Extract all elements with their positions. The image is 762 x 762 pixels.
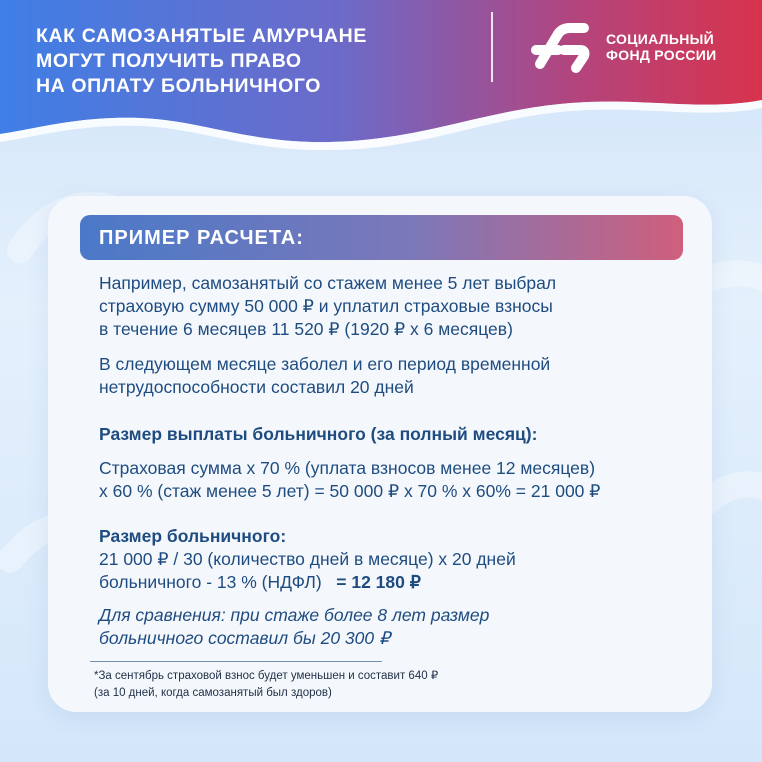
footnote: *За сентябрь страховой взнос будет уменьшен и составит 640 ₽ (за 10 дней, когда самозанятый был здоров) xyxy=(94,670,439,699)
page-title: КАК САМОЗАНЯТЫЕ АМУРЧАНЕ МОГУТ ПОЛУЧИТЬ ПРАВО НА ОПЛАТУ БОЛЬНИЧНОГО xyxy=(36,25,367,97)
logo-line-2: ФОНД РОССИИ xyxy=(606,47,717,63)
sfr-logo-icon xyxy=(528,20,594,76)
illness-paragraph: В следующем месяце заболел и его период временной нетрудоспособности составил 20 дней xyxy=(99,354,551,397)
sick-pay-formula-line2 xyxy=(99,571,421,594)
full-month-heading: Размер выплаты больничного (за полный месяц): xyxy=(99,424,538,444)
sick-pay-formula-line1: 21 000 ₽ / 30 (количество дней в месяце) х 20 дней xyxy=(99,549,516,569)
logo-text xyxy=(606,31,717,63)
logo-line-1: СОЦИАЛЬНЫЙ xyxy=(606,31,714,47)
footnote-divider xyxy=(90,661,382,662)
full-month-formula: Страховая сумма х 70 % (уплата взносов менее 12 месяцев) х 60 % (стаж менее 5 лет) = 50 000 ₽ х 70 % х 60% = 21 000 ₽ xyxy=(99,458,601,501)
sick-pay-heading: Размер больничного: xyxy=(99,526,287,546)
comparison-note: Для сравнения: при стаже более 8 лет размер больничного составил бы 20 300 ₽ xyxy=(99,605,490,648)
header-divider xyxy=(491,12,493,82)
sick-pay-result: = 12 180 ₽ xyxy=(336,572,421,592)
example-paragraph: Например, самозанятый со стажем менее 5 лет выбрал страховую сумму 50 000 ₽ и уплатил страховые взносы в течение 6 месяцев 11 520 ₽ (1920 ₽ х 6 месяцев) xyxy=(99,273,557,339)
sick-pay-formula-text: больничного - 13 % (НДФЛ) xyxy=(99,572,322,592)
section-title: ПРИМЕР РАСЧЕТА: xyxy=(99,227,304,249)
